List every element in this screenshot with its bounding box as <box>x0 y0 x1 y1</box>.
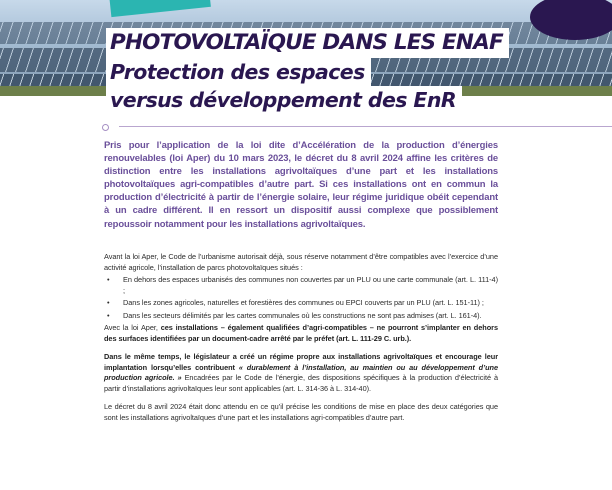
list-item-text: Dans les zones agricoles, naturelles et forestières des communes ou EPCI couverts par un PLU (art. L. 151-11) ; <box>123 298 484 307</box>
lead-paragraph: Pris pour l’application de la loi dite d’Accélération de la production d’énergies renouvelables (loi Aper) du 10 mars 2023, le décret du 8 avril 2024 affine les critères de distinction entre les installations agrivoltaïques d’une part et les installations photovoltaïques agri-compatibles d’autre part. Si ces installations ont en commun la production d’électricité à partir de l’énergie solaire, leur régime juridique obéit cependant à un cadre différent. Il en ressort un dispositif aussi complexe que possiblement repoussoir notamment pour les installations agrivoltaïques. <box>104 140 498 230</box>
paragraph-bold-text: Dans le même temps, le législateur a créé un régime propre aux installations agrivoltaïques et encourage leur implantation lorsqu’elles contribuent <box>104 352 498 372</box>
paragraph: Avant la loi Aper, le Code de l’urbanisme autorisait déjà, sous réserve notamment d’être compatibles avec l’exercice d’une activité agricole, l’installation de parcs photovoltaïques situés : <box>104 252 498 272</box>
divider-line <box>119 126 612 127</box>
list-item-text: En dehors des espaces urbanisés des communes non couvertes par un PLU ou une carte communale (art. L. 111-4) ; <box>123 275 498 295</box>
subtitle-line-1: Protection des espaces <box>110 60 365 84</box>
teal-tag-shape <box>109 0 211 17</box>
page-title: PHOTOVOLTAÏQUE DANS LES ENAF <box>110 30 503 55</box>
bullet-icon: • <box>107 310 110 320</box>
article-body <box>104 252 498 423</box>
paragraph-text: Encadrées par le Code de l’énergie, des dispositions spécifiques à la production d’électricité à partir d’installations agrivoltaïques leur sont applicables (art. L. 314-36 à L. 314-40). <box>104 373 498 393</box>
paragraph <box>104 323 498 344</box>
divider-circle-icon <box>102 124 109 131</box>
paragraph-bold-text: ces installations – également qualifiées d’agri-compatibles – ne pourront s’implanter en dehors des surfaces identifiées par un document-cadre arrêté par le préfet (art. L. 111-29 C. urb.). <box>104 323 498 343</box>
paragraph-text: Avec la loi Aper, <box>104 323 161 332</box>
list-item-text: Dans les secteurs délimités par les cartes communales où les constructions ne sont pas admises (art. L. 161-4). <box>123 310 482 320</box>
bullet-icon: • <box>107 298 110 307</box>
list-item <box>104 298 498 309</box>
list-item <box>104 311 498 322</box>
section-divider <box>101 125 612 129</box>
list-item <box>104 275 498 296</box>
paragraph-quote: « durablement à l’installation, au maintien ou au développement d’une production agricole. » <box>104 362 498 382</box>
paragraph <box>104 352 498 394</box>
paragraph: Le décret du 8 avril 2024 était donc attendu en ce qu’il précise les conditions de mise en place des deux catégories que sont les installations agrivoltaïques d’une part et les installations agri-compatibles d’autre part. <box>104 402 498 422</box>
subtitle-line-2: versus développement des EnR <box>110 88 457 112</box>
bullet-list <box>104 275 498 321</box>
title-block <box>106 28 509 114</box>
bullet-icon: • <box>107 275 110 284</box>
